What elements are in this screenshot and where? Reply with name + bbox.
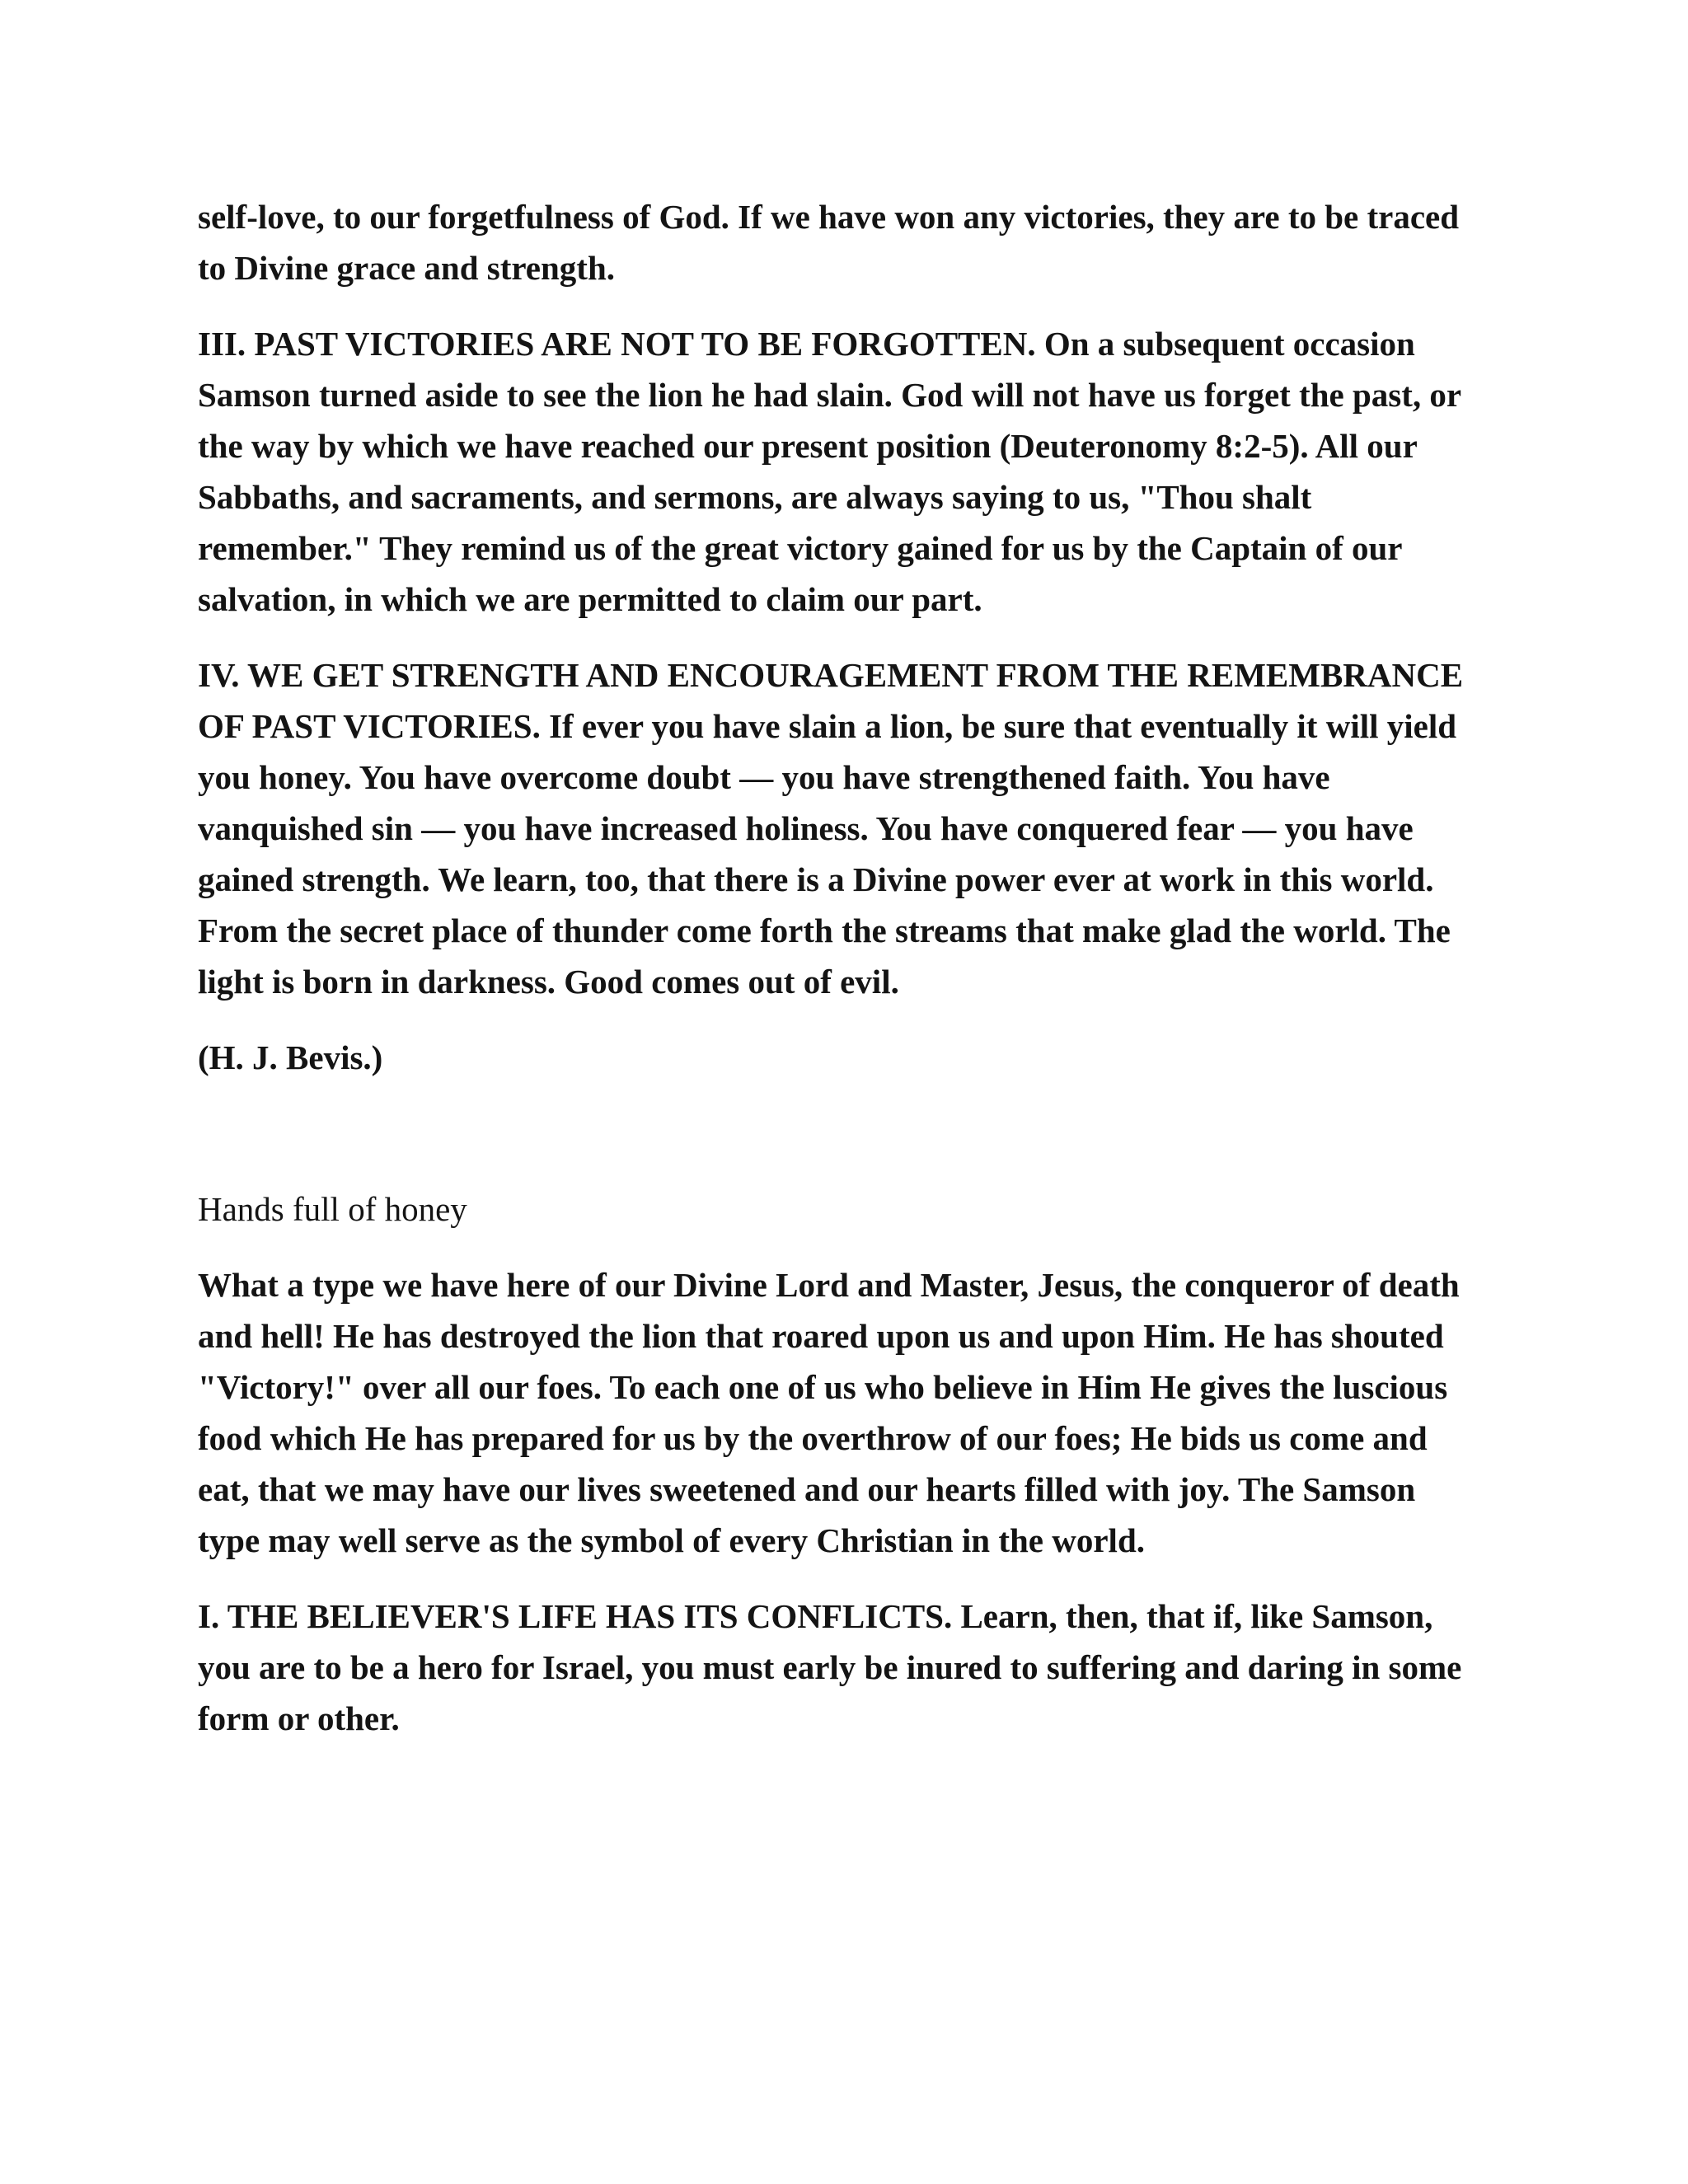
document-body [198, 191, 1484, 1769]
body-paragraph: IV. WE GET STRENGTH AND ENCOURAGEMENT FROM THE REMEMBRANCE OF PAST VICTORIES. If ever you have slain a lion, be sure that eventually it will yield you honey. You have overcome doubt — you have strengthened faith. You have vanquished sin — you have increased holiness. You have conquered fear — you have gained strength. We learn, too, that there is a Divine power ever at work in this world. From the secret place of thunder come forth the streams that make glad the world. The light is born in darkness. Good comes out of evil. [198, 656, 1464, 1001]
body-paragraph: self-love, to our forgetfulness of God. If we have won any victories, they are to be traced to Divine grace and strength. [198, 198, 1460, 287]
body-paragraph: III. PAST VICTORIES ARE NOT TO BE FORGOTTEN. On a subsequent occasion Samson turned aside to see the lion he had slain. God will not have us forget the past, or the way by which we have reached our present position (Deuteronomy 8:2-5). All our Sabbaths, and sacraments, and sermons, are always saying to us, "Thou shalt remember." They remind us of the great victory gained for us by the Captain of our salvation, in which we are permitted to claim our part. [198, 325, 1461, 618]
body-paragraph: What a type we have here of our Divine Lord and Master, Jesus, the conqueror of death and hell! He has destroyed the lion that roared upon us and upon Him. He has shouted "Victory!" over all our foes. To each one of us who believe in Him He gives the luscious food which He has prepared for us by the overthrow of our foes; He bids us come and eat, that we may have our lives sweetened and our hearts filled with joy. The Samson type may well serve as the symbol of every Christian in the world. [198, 1266, 1460, 1559]
attribution: (H. J. Bevis.) [198, 1038, 383, 1076]
body-paragraph: I. THE BELIEVER'S LIFE HAS ITS CONFLICTS. Learn, then, that if, like Samson, you are to be a hero for Israel, you must early be inured to suffering and daring in some form or other. [198, 1597, 1462, 1737]
section-heading: Hands full of honey [198, 1190, 467, 1228]
